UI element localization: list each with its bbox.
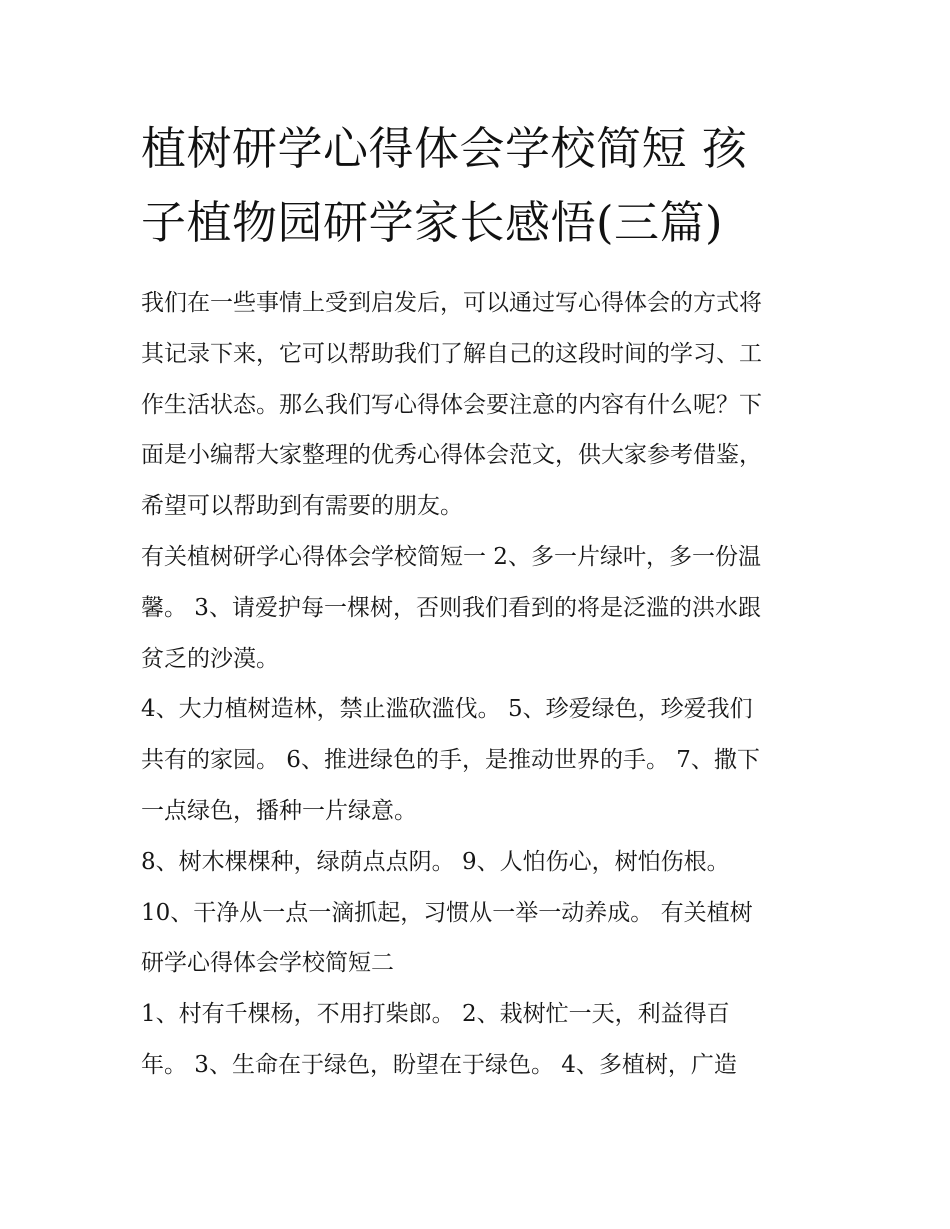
- text-line: 10、干净从一点一滴抓起，习惯从一举一动养成。 有关植树: [141, 899, 753, 926]
- document-title: [141, 112, 821, 260]
- text-line: 研学心得体会学校简短二: [141, 950, 394, 977]
- text-line: 贫乏的沙漠。: [141, 645, 279, 672]
- title-line: 子植物园研学家长感悟(三篇): [141, 196, 724, 249]
- paragraph-slogan-10: [141, 888, 821, 990]
- text-line: 8、树木棵棵种，绿荫点点阴。 9、人怕伤心，树怕伤根。: [141, 848, 730, 875]
- paragraph-intro: [141, 278, 821, 532]
- paragraph-section-one: [141, 532, 821, 684]
- paragraph-section-two: [141, 989, 821, 1091]
- text-line: 面是小编帮大家整理的优秀心得体会范文，供大家参考借鉴，: [141, 442, 762, 469]
- text-line: 其记录下来，它可以帮助我们了解自己的这段时间的学习、工: [141, 340, 762, 367]
- document-content: [141, 112, 821, 1091]
- text-line: 希望可以帮助到有需要的朋友。: [141, 493, 463, 520]
- text-line: 馨。 3、请爱护每一棵树，否则我们看到的将是泛滥的洪水跟: [141, 594, 761, 621]
- text-line: 1、村有千棵杨，不用打柴郎。 2、栽树忙一天，利益得百: [141, 1001, 730, 1028]
- text-line: 4、大力植树造林，禁止滥砍滥伐。 5、珍爱绿色，珍爱我们: [141, 696, 753, 723]
- title-line: 植树研学心得体会学校简短 孩: [141, 122, 748, 175]
- text-line: 作生活状态。那么我们写心得体会要注意的内容有什么呢？下: [141, 391, 762, 418]
- text-line: 共有的家园。 6、推进绿色的手，是推动世界的手。 7、撒下: [141, 747, 760, 774]
- text-line: 一点绿色，播种一片绿意。: [141, 797, 417, 824]
- text-line: 有关植树研学心得体会学校简短一 2、多一片绿叶，多一份温: [141, 543, 761, 570]
- text-line: 我们在一些事情上受到启发后，可以通过写心得体会的方式将: [141, 290, 762, 316]
- paragraph-slogans-8-9: [141, 837, 821, 888]
- text-line: 年。 3、生命在于绿色，盼望在于绿色。 4、多植树，广造: [141, 1051, 737, 1078]
- paragraph-slogans-4-7: [141, 684, 821, 836]
